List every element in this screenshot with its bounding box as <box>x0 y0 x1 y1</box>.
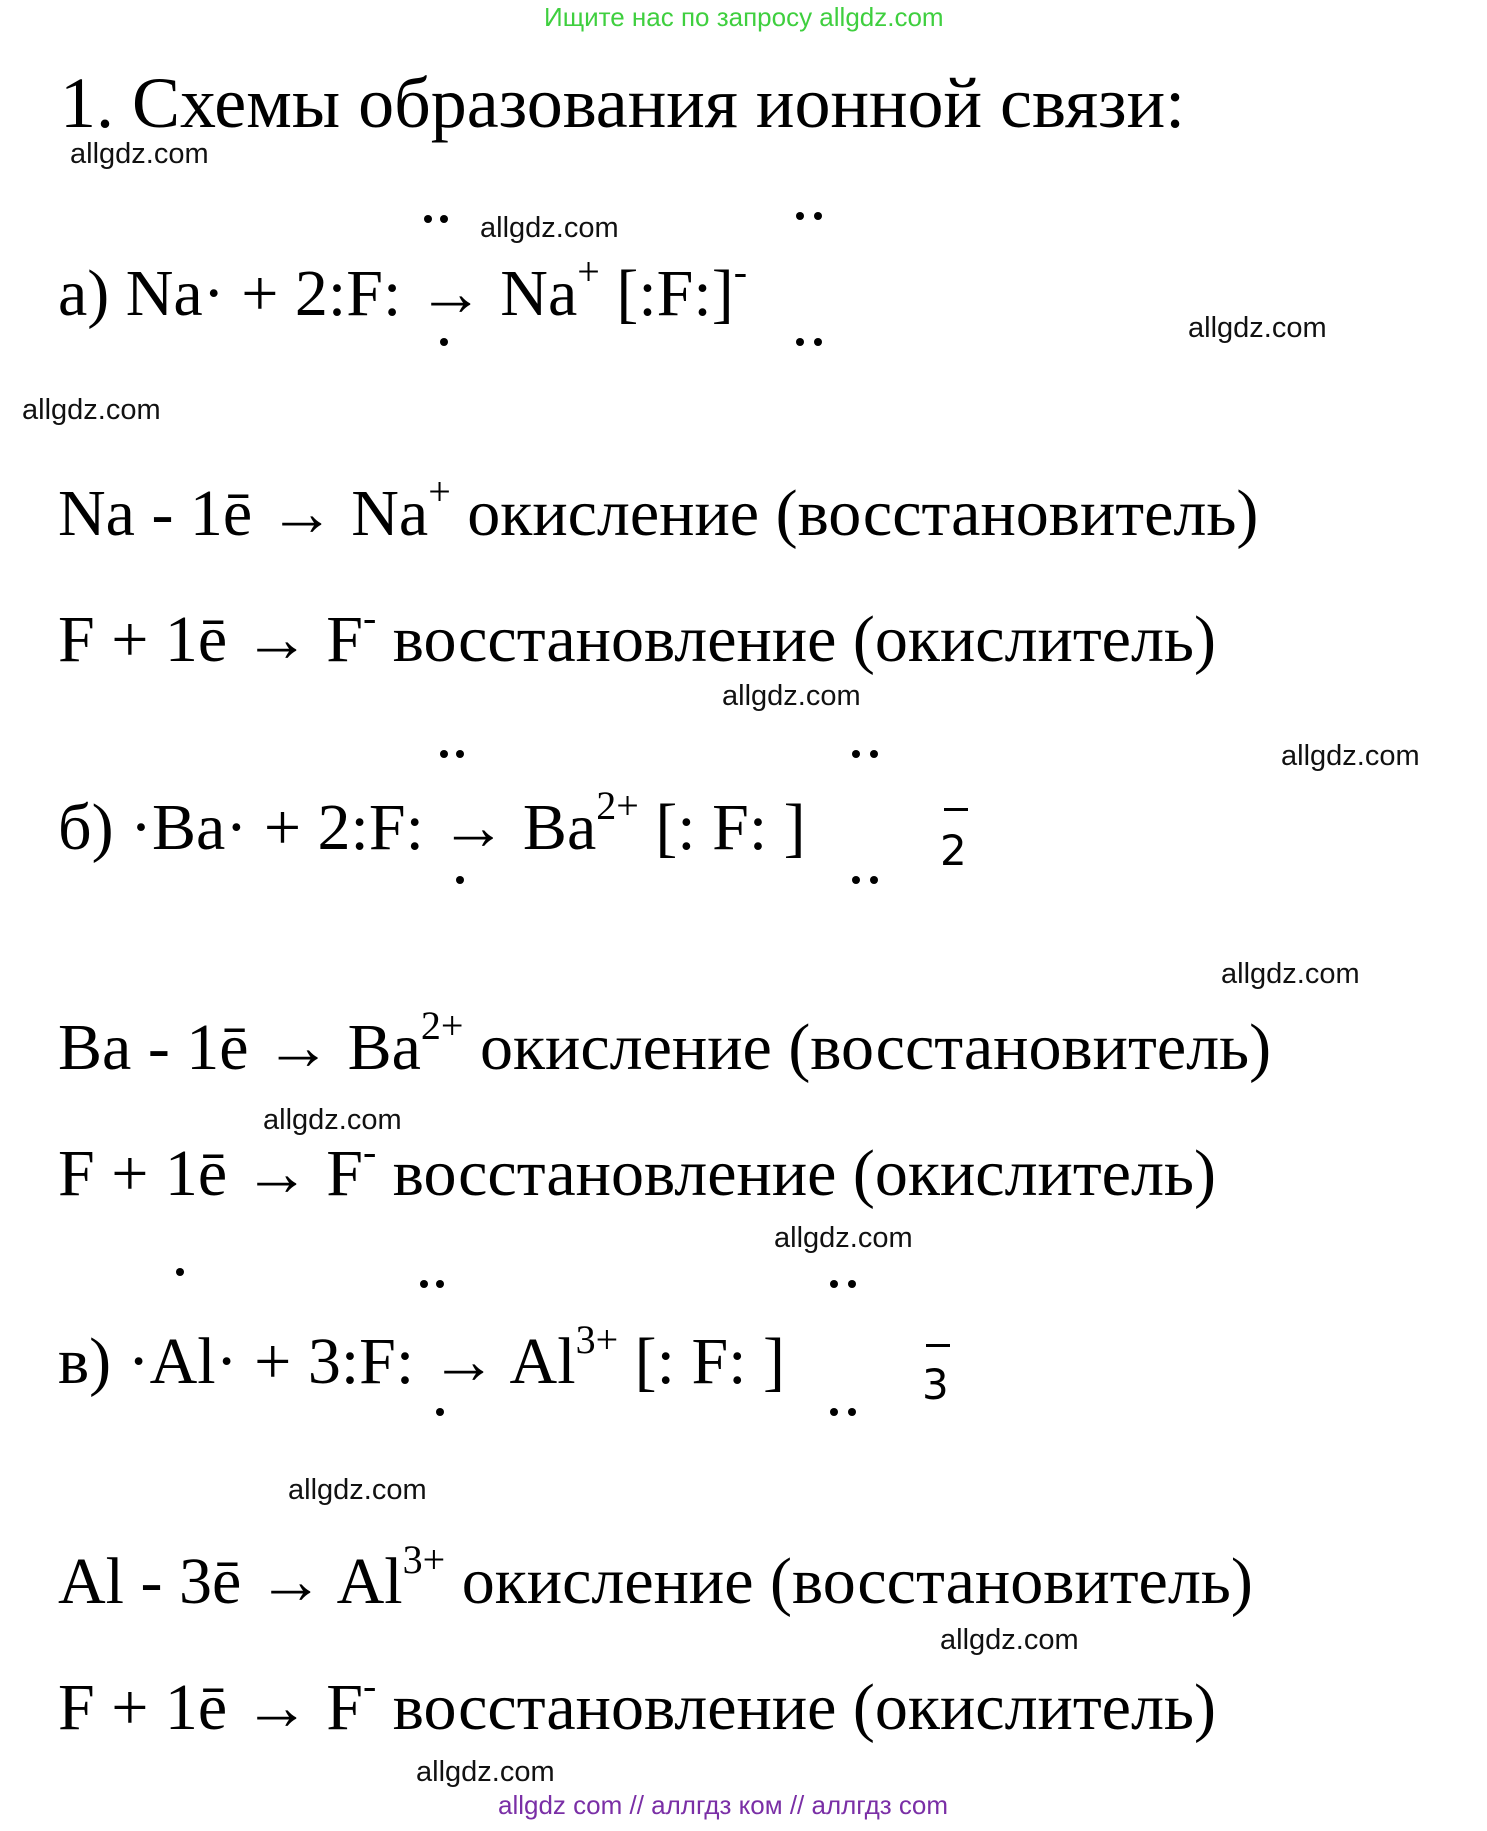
scheme-c <box>58 1317 785 1400</box>
watermark: allgdz.com <box>774 1222 913 1254</box>
watermark: allgdz.com <box>1281 740 1420 772</box>
ion-charge: - <box>362 1129 377 1174</box>
scheme-b-product: [: F: ] <box>638 791 806 864</box>
electron-dot <box>814 338 822 346</box>
electron-dot <box>436 1408 444 1416</box>
oxidation-line-a <box>58 469 1259 552</box>
electron-dot <box>456 750 464 758</box>
top-watermark: Ищите нас по запросу allgdz.com <box>544 2 944 32</box>
reduction-line-c <box>58 1663 1216 1746</box>
electron-dot <box>848 1408 856 1416</box>
electron-dot <box>440 750 448 758</box>
oxidation-line-b <box>58 1003 1272 1086</box>
footer-watermark: allgdz com // аллгдз ком // аллгдз com <box>498 1790 949 1820</box>
scheme-a-product: [:F:] <box>599 257 734 330</box>
electron-dot <box>440 338 448 346</box>
scheme-b-reactants: б) ·Ba· + 2:F: → Ba <box>58 791 597 864</box>
watermark: allgdz.com <box>263 1104 402 1136</box>
ion-charge: + <box>428 469 451 514</box>
electron-dot <box>814 212 822 220</box>
watermark: allgdz.com <box>480 212 619 244</box>
half-reaction: Na - 1ē → Na <box>58 477 429 550</box>
electron-dot <box>440 215 448 223</box>
watermark: allgdz.com <box>1221 958 1360 990</box>
watermark: allgdz.com <box>722 680 861 712</box>
half-reaction: Al - 3ē → Al <box>58 1545 403 1618</box>
electron-dot <box>848 1280 856 1288</box>
cation-charge: 2+ <box>596 783 639 828</box>
electron-dot <box>830 1408 838 1416</box>
oxidation-line-c <box>58 1537 1253 1620</box>
process-label: восстановление (окислитель) <box>376 603 1216 676</box>
scheme-b <box>58 783 806 866</box>
process-label: окисление (восстановитель) <box>450 477 1259 550</box>
page-title: 1. Схемы образования ионной связи: <box>60 63 1186 143</box>
process-label: окисление (восстановитель) <box>445 1545 1253 1618</box>
watermark: allgdz.com <box>416 1756 555 1788</box>
anion-index: 3 <box>922 1360 949 1409</box>
electron-dot <box>456 876 464 884</box>
electron-dot <box>436 1280 444 1288</box>
ion-charge: 3+ <box>402 1537 446 1582</box>
electron-dot <box>796 338 804 346</box>
process-label: восстановление (окислитель) <box>376 1671 1216 1744</box>
cation-charge: 3+ <box>575 1317 619 1362</box>
scheme-c-product: [: F: ] <box>618 1325 785 1398</box>
scheme-a <box>58 249 748 332</box>
anion-charge-minus <box>944 808 968 811</box>
anion-charge-minus <box>926 1344 950 1347</box>
electron-dot <box>852 750 860 758</box>
watermark: allgdz.com <box>1188 312 1327 344</box>
half-reaction: F + 1ē → F <box>58 1671 363 1744</box>
electron-dot <box>424 215 432 223</box>
anion-charge: - <box>733 249 748 294</box>
ion-charge: - <box>362 595 377 640</box>
watermark: allgdz.com <box>288 1474 427 1506</box>
ion-charge: - <box>362 1663 377 1708</box>
electron-dot <box>830 1280 838 1288</box>
watermark: allgdz.com <box>70 138 209 170</box>
anion-index: 2 <box>940 826 967 875</box>
electron-dot <box>420 1280 428 1288</box>
cation-charge: + <box>577 249 600 294</box>
process-label: восстановление (окислитель) <box>376 1137 1216 1210</box>
electron-dot <box>870 876 878 884</box>
reduction-line-a <box>58 595 1216 678</box>
electron-dot <box>870 750 878 758</box>
electron-dot <box>852 876 860 884</box>
scheme-a-reactants: а) Na· + 2:F: → Na <box>58 257 578 330</box>
watermark: allgdz.com <box>22 394 161 426</box>
half-reaction: F + 1ē → F <box>58 1137 363 1210</box>
half-reaction: Ba - 1ē → Ba <box>58 1011 421 1084</box>
electron-dot <box>796 212 804 220</box>
ion-charge: 2+ <box>420 1003 464 1048</box>
half-reaction: F + 1ē → F <box>58 603 363 676</box>
scheme-c-reactants: в) ·Al· + 3:F: → Al <box>58 1325 576 1398</box>
electron-dot <box>176 1268 184 1276</box>
watermark: allgdz.com <box>940 1624 1079 1656</box>
reduction-line-b <box>58 1129 1216 1212</box>
process-label: окисление (восстановитель) <box>463 1011 1272 1084</box>
